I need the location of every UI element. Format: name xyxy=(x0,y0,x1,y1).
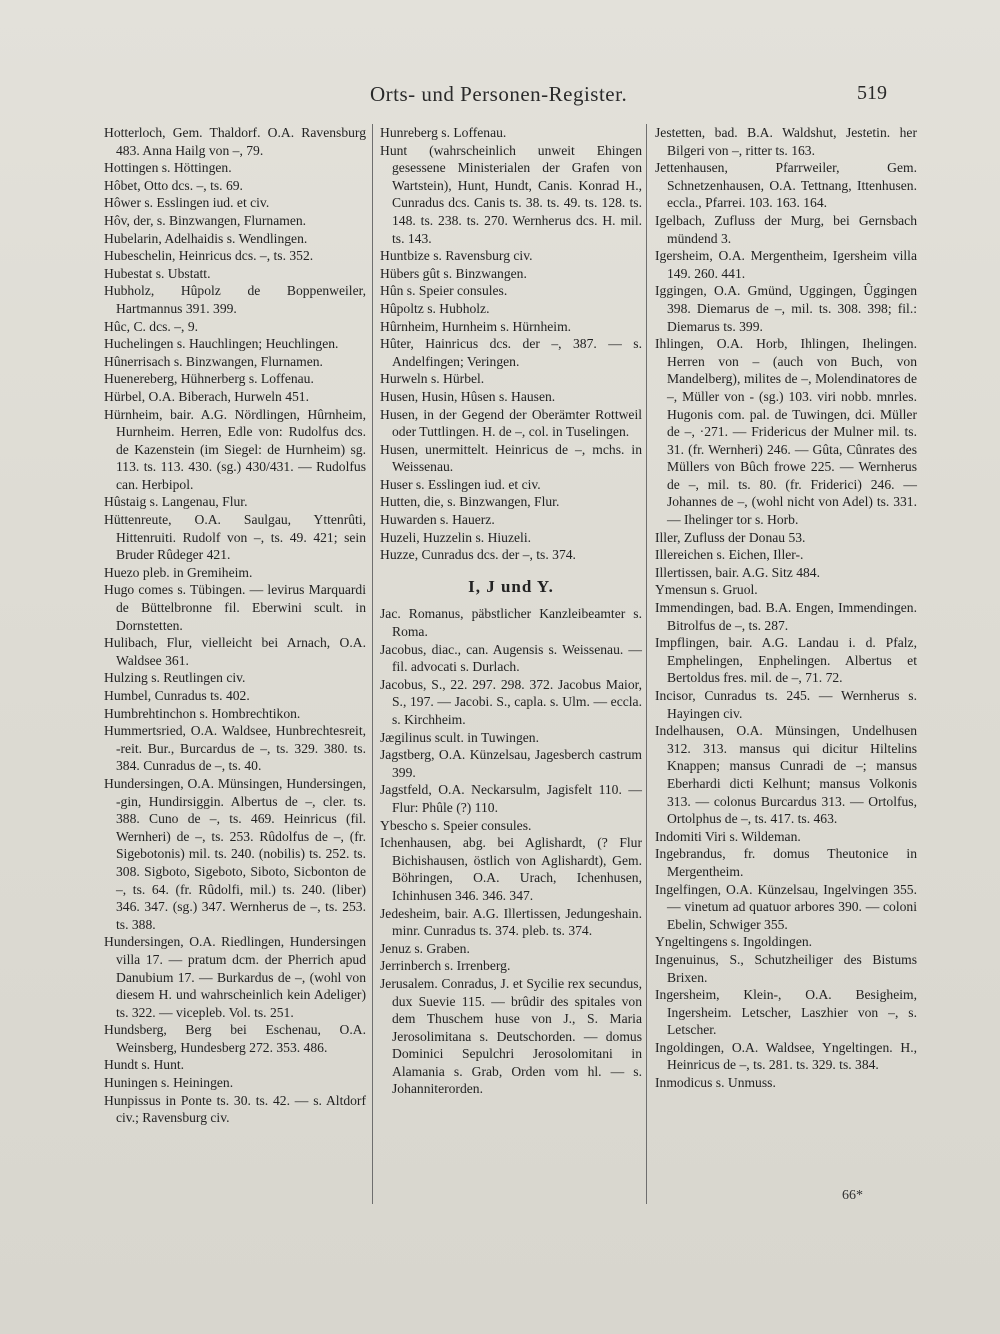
register-entry: Hûrnheim, Hurnheim s. Hürnheim. xyxy=(380,318,572,334)
register-entry: Hübers gût s. Binzwangen. xyxy=(380,265,527,281)
register-entry: Jacobus, diac., can. Augensis s. Weissenau. — fil. advocati s. Durlach. xyxy=(380,641,642,675)
register-entry: Hûter, Hainricus dcs. der –, 387. — s. Andelfingen; Veringen. xyxy=(380,336,642,369)
register-entry: Hûn s. Speier consules. xyxy=(380,283,508,299)
section-heading: I, J und Y. xyxy=(468,576,554,596)
column-divider-right xyxy=(646,124,647,1204)
register-entry: Ingebrandus, fr. domus Theutonice in Mergentheim. xyxy=(655,846,917,879)
register-entry: Indomiti Viri s. Wildeman. xyxy=(655,828,801,844)
register-entry: Iggingen, O.A. Gmünd, Uggingen, Ûggingen 398. Diemarus de –, mil. ts. 308. 398; fil.: Diemarus ts. 399. xyxy=(655,283,917,334)
register-entry: Huzeli, Huzzelin s. Hiuzeli. xyxy=(380,529,531,545)
column-middle xyxy=(380,124,642,1098)
register-entry: Hunreberg s. Loffenau. xyxy=(380,125,507,140)
register-entry: Jac. Romanus, päbstlicher Kanzleibeamter s. Roma. xyxy=(380,606,642,640)
column-divider-left xyxy=(372,124,373,1204)
register-entry: Hutten, die, s. Binzwangen, Flur. xyxy=(380,494,560,510)
register-entry: Hubholz, Hûpolz de Boppenweiler, Hartmannus 391. 399. xyxy=(104,283,366,316)
register-entry: Hundersingen, O.A. Münsingen, Hundersingen, -gin, Hundirsiggin. Albertus de –, cler. ts. 388. Cuno de –, ts. 469. Heinricus (fil. Wernheri) de –, ts. 253. Rûdolfus de –, (fr. Sigebotonis) mil. ts. 240. (nobilis) ts. 252. ts. 308. Sigboto, Sigeboto, Siboto, Sicbonton de –, ts. 64. (fr. Rûdolfi, mil.) ts. 240. (liber) 346. 347. (sg.) 347. Wernherus de –, ts. 253. ts. 388. xyxy=(104,775,366,932)
register-entry: Ichenhausen, abg. bei Aglishardt, (? Flur Bichishausen, östlich von Aglishardt), Gem. Böhringen, O.A. Urach, Ichenhusen, Ichinhusen 346. 346. 347. xyxy=(380,835,642,903)
register-entry: Hubelarin, Adelhaidis s. Wendlingen. xyxy=(104,230,308,246)
register-entry: Jettenhausen, Pfarrweiler, Gem. Schnetzenhausen, O.A. Tettnang, Ittenhusen. eccla., Pfarrei. 103. 163. 164. xyxy=(655,160,917,211)
register-entry: Huntbize s. Ravensburg civ. xyxy=(380,248,533,264)
register-entry: Hûnerrisach s. Binzwangen, Flurnamen. xyxy=(104,353,323,369)
register-entry: Hubestat s. Ubstatt. xyxy=(104,265,211,281)
register-entry: Jerusalem. Conradus, J. et Sycilie rex secundus, dux Suevie 115. — brûdir des spitales von dem Thuschem huse von J., S. Maria Jerosolimitana s. Deutschorden. — domus Dominici Sepulchri Jerosolomitani in Alamania s. Grab, Orden vom hl. — s. Johanniterorden. xyxy=(380,975,642,1097)
register-entry: Ihlingen, O.A. Horb, Ihlingen, Ihelingen. Herren von – (auch von Buch, von Mandelberg), milites de –, Molendinatores de –, Müller von - (sg.) 103. viri nobb. mnrles. Hugonis com. pal. de Tuwingen, dci. Müller de –, ·271. — Fridericus der Mulner mil. ts. 31. (fr. Wernheri) 246. — Gûta, Cûnrates des Müllers von Bûch frowe 225. — Wernherus de –, mil. ts. 80. (fr. Friderici) 246. — Johannes de –, (wohl nicht von Adel) ts. 331. — Ihelinger tor s. Horb. xyxy=(655,336,917,528)
register-entry: Hulibach, Flur, vielleicht bei Arnach, O.A. Waldsee 361. xyxy=(104,635,366,668)
register-entry: Huezo pleb. in Gremiheim. xyxy=(104,564,253,580)
register-entry: Ingelfingen, O.A. Künzelsau, Ingelvingen 355. — vinetum ad quatuor arbores 390. — coloni Ebelin, Schwiger 355. xyxy=(655,881,917,932)
register-entry: Hulzing s. Reutlingen civ. xyxy=(104,670,246,686)
register-entry: Jagstfeld, O.A. Neckarsulm, Jagisfelt 110. — Flur: Phûle (?) 110. xyxy=(380,782,642,815)
register-entry: Hôwer s. Esslingen iud. et civ. xyxy=(104,195,270,211)
register-entry: Hurweln s. Hürbel. xyxy=(380,371,485,387)
register-entry: Hûc, C. dcs. –, 9. xyxy=(104,318,199,334)
register-entry: Jacobus, S., 22. 297. 298. 372. Jacobus Maior, S., 197. — Jacobi. S., capla. s. Ulm. — eccla. s. Kirchheim. xyxy=(380,676,642,727)
register-entry: Huser s. Esslingen iud. et civ. xyxy=(380,476,541,492)
column-right xyxy=(655,124,917,1092)
register-entry: Ybescho s. Speier consules. xyxy=(380,817,532,833)
running-head-title: Orts- und Personen-Register. xyxy=(370,82,628,106)
register-entry: Illereichen s. Eichen, Iller-. xyxy=(655,547,804,563)
register-entry: Ingoldingen, O.A. Waldsee, Yngeltingen. H., Heinricus de –, ts. 281. ts. 329. ts. 384. xyxy=(655,1039,917,1073)
register-entry: Hûpoltz s. Hubholz. xyxy=(380,300,490,316)
register-entry: Hottingen s. Höttingen. xyxy=(104,160,232,176)
column-left xyxy=(104,124,366,1127)
register-entry: Yngeltingens s. Ingoldingen. xyxy=(655,934,813,950)
register-entry: Humbel, Cunradus ts. 402. xyxy=(104,688,250,703)
register-entry: Jagstberg, O.A. Künzelsau, Jagesberch castrum 399. xyxy=(380,747,642,780)
register-entry: Hüttenreute, O.A. Saulgau, Yttenrûti, Hittenruiti. Rudolf von –, ts. 49. 421; sein Bruder Rûdeger 421. xyxy=(104,512,366,563)
register-entry: Indelhausen, O.A. Münsingen, Undelhusen 312. 313. mansus qui dicitur Hiltelins Knappen; mansus Cunradi de –; mansus Eberhardi dicti Kelhunt; mansus Volkonis 313. — colonus Burcardus 313. — Ortolfus, Ortolphus de –, ts. 417. ts. 463. xyxy=(655,723,917,827)
register-entry: Husen, unermittelt. Heinricus de –, mchs. in Weissenau. xyxy=(380,441,642,475)
register-entry: Igersheim, O.A. Mergentheim, Igersheim villa 149. 260. 441. xyxy=(655,248,917,281)
register-entry: Huchelingen s. Hauchlingen; Heuchlingen. xyxy=(104,336,339,352)
register-entry: Hürnheim, bair. A.G. Nördlingen, Hûrnheim, Hurnheim. Herren, Edle von: Rudolfus dcs. de Kazenstein (im Siegel: de Hurnheim) sg. 113. ts. 113. 430. (sg.) 430/431. — Rudolfus can. Herbipol. xyxy=(104,406,366,492)
register-entry: Hundersingen, O.A. Riedlingen, Hundersingen villa 17. — pratum dcm. der Pherrich apud Danubium 17. — Burkardus de –, (wohl von diesem H. und wahrscheinlich kein Adeliger) ts. 322. — vicepleb. Vol. ts. 251. xyxy=(104,934,366,1020)
register-entry: Huzze, Cunradus dcs. der –, ts. 374. xyxy=(380,547,576,563)
register-entry: Hundsberg, Berg bei Eschenau, O.A. Weinsberg, Hundesberg 272. 353. 486. xyxy=(104,1022,366,1055)
register-entry: Ingersheim, Klein-, O.A. Besigheim, Ingersheim. Letscher, Laszhier von –, s. Letscher. xyxy=(655,987,917,1038)
register-entry: Jerrinberch s. Irrenberg. xyxy=(380,958,511,974)
page-number: 519 xyxy=(857,82,887,104)
register-entry: Husen, Husin, Hûsen s. Hausen. xyxy=(380,388,556,404)
register-entry: Igelbach, Zufluss der Murg, bei Gernsbach mündend 3. xyxy=(655,212,917,246)
register-entry: Huenereberg, Hühnerberg s. Loffenau. xyxy=(104,371,314,387)
register-entry: Inmodicus s. Unmuss. xyxy=(655,1075,776,1091)
register-entry: Hubeschelin, Heinricus dcs. –, ts. 352. xyxy=(104,248,314,264)
register-entry: Huwarden s. Hauerz. xyxy=(380,512,495,528)
register-entry: Hûstaig s. Langenau, Flur. xyxy=(104,494,248,510)
register-entry: Hôv, der, s. Binzwangen, Flurnamen. xyxy=(104,212,307,228)
register-entry: Illertissen, bair. A.G. Sitz 484. xyxy=(655,564,820,580)
register-entry: Humbrehtinchon s. Hombrechtikon. xyxy=(104,705,301,721)
register-entry: Jedesheim, bair. A.G. Illertissen, Jedungeshain. minr. Cunradus ts. 374. pleb. ts. 374. xyxy=(380,905,642,939)
register-entry: Hotterloch, Gem. Thaldorf. O.A. Ravensburg 483. Anna Hailg von –, 79. xyxy=(104,125,366,158)
register-entry: Huningen s. Heiningen. xyxy=(104,1075,234,1091)
register-entry: Ymensun s. Gruol. xyxy=(655,582,758,598)
register-entry: Hundt s. Hunt. xyxy=(104,1057,185,1073)
register-entry: Hôbet, Otto dcs. –, ts. 69. xyxy=(104,177,243,193)
register-entry: Hunt (wahrscheinlich unweit Ehingen gesessene Ministerialen der Grafen von Wartstein), Hunt, Hundt, Canis. Konrad H., Cunradus dcs. Canis ts. 38. ts. 49. ts. 128. ts. 148. ts. 238. ts. 270. Wernherus dcs. H. mil. ts. 143. xyxy=(380,142,642,246)
register-entry: Hunpissus in Ponte ts. 30. ts. 42. — s. Altdorf civ.; Ravensburg civ. xyxy=(104,1092,366,1126)
register-entry: Hummertsried, O.A. Waldsee, Hunbrechtesreit, -reit. Bur., Burcardus de –, ts. 329. 380. ts. 384. Cunradus de –, ts. 40. xyxy=(104,723,366,774)
register-entry: Immendingen, bad. B.A. Engen, Immendingen. Bitrolfus de –, ts. 287. xyxy=(655,600,917,633)
register-entry: Impflingen, bair. A.G. Landau i. d. Pfalz, Emphelingen, Enphelingen. Albertus et Bertoldus fres. mil. de –, 71. 72. xyxy=(655,635,917,686)
register-entry: Ingenuinus, S., Schutzheiliger des Bistums Brixen. xyxy=(655,951,917,985)
register-entry: Jenuz s. Graben. xyxy=(380,940,470,956)
register-entry: Iller, Zufluss der Donau 53. xyxy=(655,529,806,545)
register-entry: Jestetten, bad. B.A. Waldshut, Jestetin. her Bilgeri von –, ritter ts. 163. xyxy=(655,125,917,158)
signature-mark: 66* xyxy=(842,1188,863,1203)
register-entry: Hugo comes s. Tübingen. — levirus Marquardi de Büttelbronne fil. Eberwini scult. in Dornstetten. xyxy=(104,582,366,633)
register-entry: Hürbel, O.A. Biberach, Hurweln 451. xyxy=(104,388,309,404)
register-entry: Husen, in der Gegend der Oberämter Rottweil oder Tuttlingen. H. de –, col. in Tuselingen. xyxy=(380,406,642,440)
register-entry: Jægilinus scult. in Tuwingen. xyxy=(380,729,540,745)
register-entry: Incisor, Cunradus ts. 245. — Wernherus s. Hayingen civ. xyxy=(655,688,917,721)
